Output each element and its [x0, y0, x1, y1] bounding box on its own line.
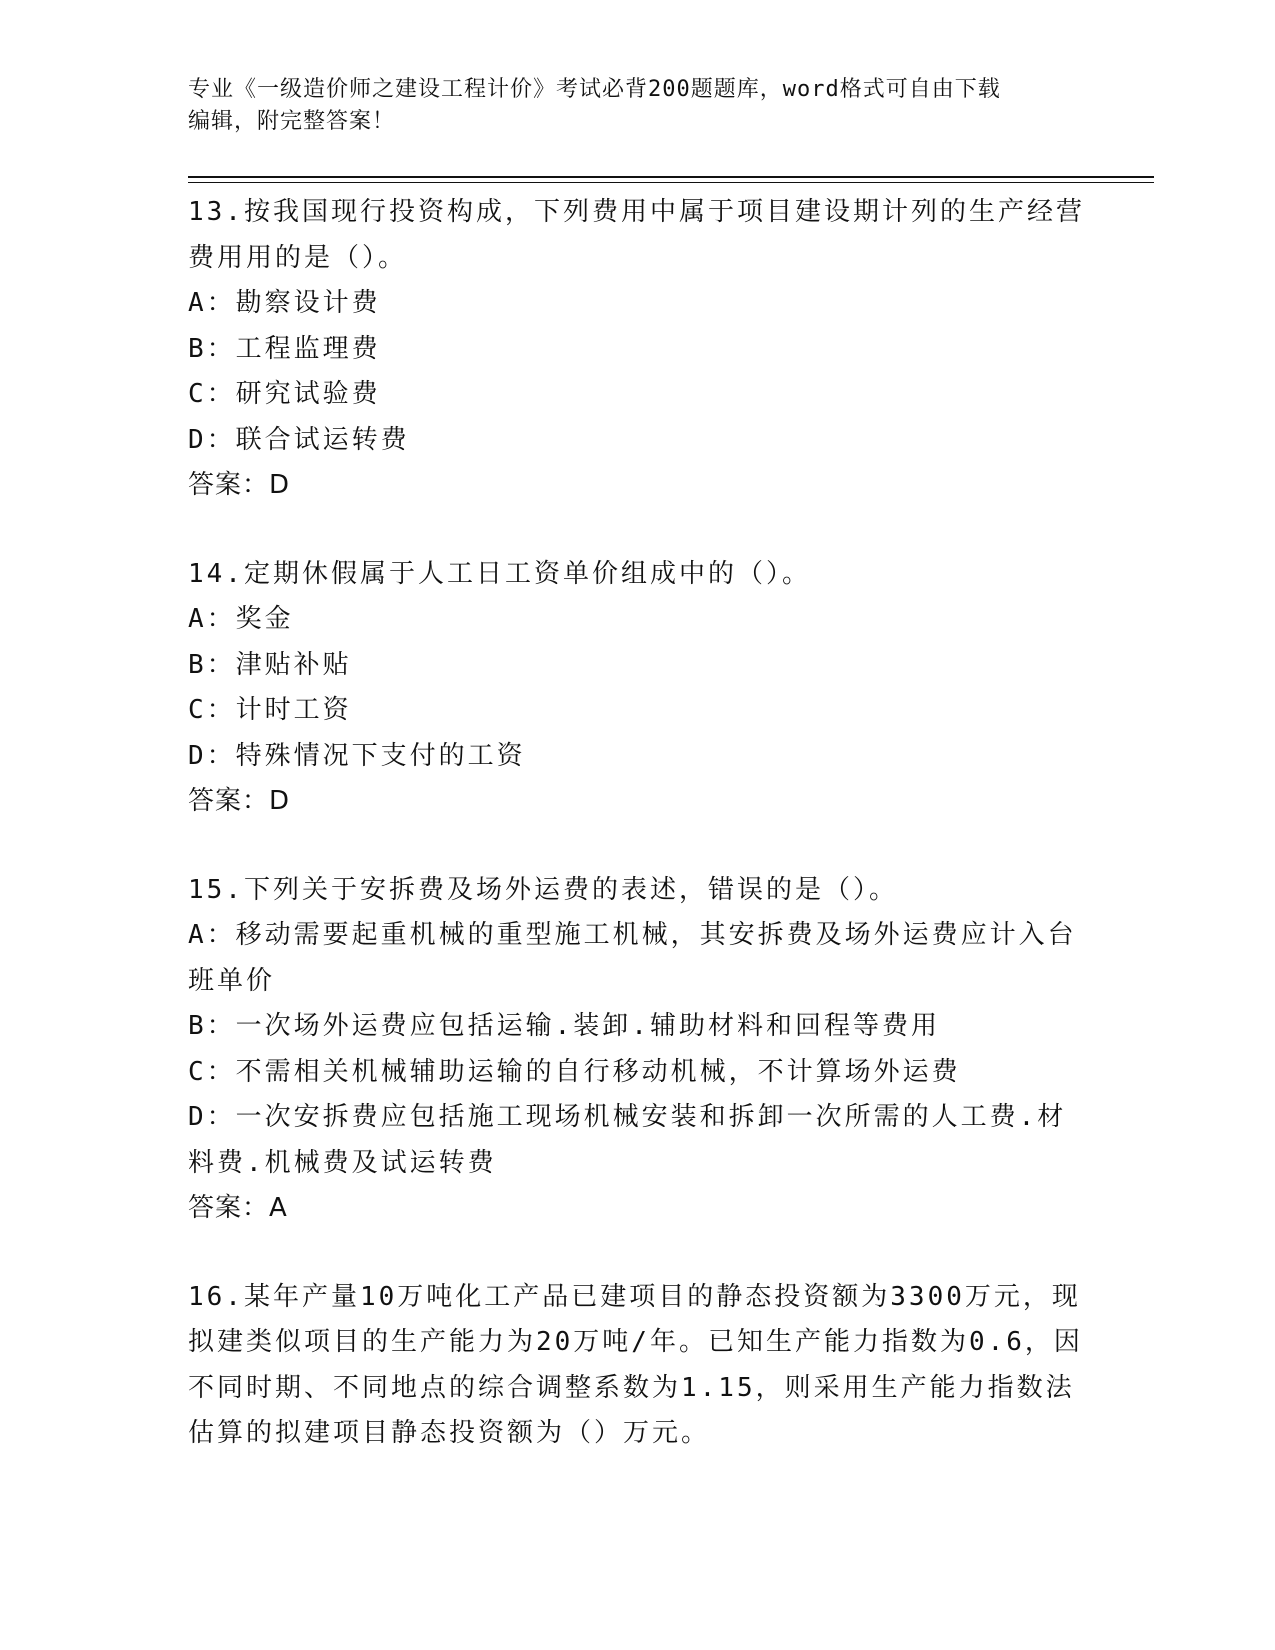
question-14: [188, 552, 1088, 825]
question-stem: 15.下列关于安拆费及场外运费的表述，错误的是（）。: [188, 874, 898, 905]
option-d: D：联合试运转费: [188, 424, 410, 455]
option-a: A：移动需要起重机械的重型施工机械，其安拆费及场外运费应计入台班单价: [188, 920, 1077, 996]
option-d: D：特殊情况下支付的工资: [188, 740, 526, 771]
header-line-2: 编辑，附完整答案！: [188, 109, 396, 134]
question-stem: 16.某年产量10万吨化工产品已建项目的静态投资额为3300万元，现拟建类似项目的生产能力为20万吨/年。已知生产能力指数为0.6，因不同时期、不同地点的综合调整系数为1.15，则采用生产能力指数法估算的拟建项目静态投资额为（）万元。: [188, 1281, 1083, 1448]
option-c: C：计时工资: [188, 695, 352, 725]
question-15: [188, 868, 1088, 1232]
option-c: C：不需相关机械辅助运输的自行移动机械，不计算场外运费: [188, 1056, 961, 1087]
document-header: [188, 74, 1088, 138]
question-13: [188, 190, 1088, 509]
answer-line: 答案：D: [188, 470, 291, 500]
option-a: A：奖金: [188, 604, 294, 634]
header-line-1: 专业《一级造价师之建设工程计价》考试必背200题题库，word格式可自由下载: [188, 77, 1001, 102]
answer-line: 答案：D: [188, 786, 291, 816]
header-divider-thick: [188, 176, 1154, 178]
question-16: [188, 1275, 1088, 1457]
option-c: C：研究试验费: [188, 379, 381, 409]
question-stem: 14.定期休假属于人工日工资单价组成中的（）。: [188, 558, 811, 589]
header-divider-thin: [188, 182, 1154, 183]
option-b: B：津贴补贴: [188, 649, 352, 680]
question-list: [188, 190, 1088, 1500]
answer-line: 答案：A: [188, 1193, 288, 1223]
option-b: B：一次场外运费应包括运输.装卸.辅助材料和回程等费用: [188, 1011, 940, 1041]
option-b: B：工程监理费: [188, 333, 381, 364]
option-a: A：勘察设计费: [188, 288, 381, 318]
option-d: D：一次安拆费应包括施工现场机械安装和拆卸一次所需的人工费.材料费.机械费及试运转费: [188, 1102, 1067, 1178]
question-stem: 13.按我国现行投资构成，下列费用中属于项目建设期计列的生产经营费用用的是（）。: [188, 197, 1085, 273]
